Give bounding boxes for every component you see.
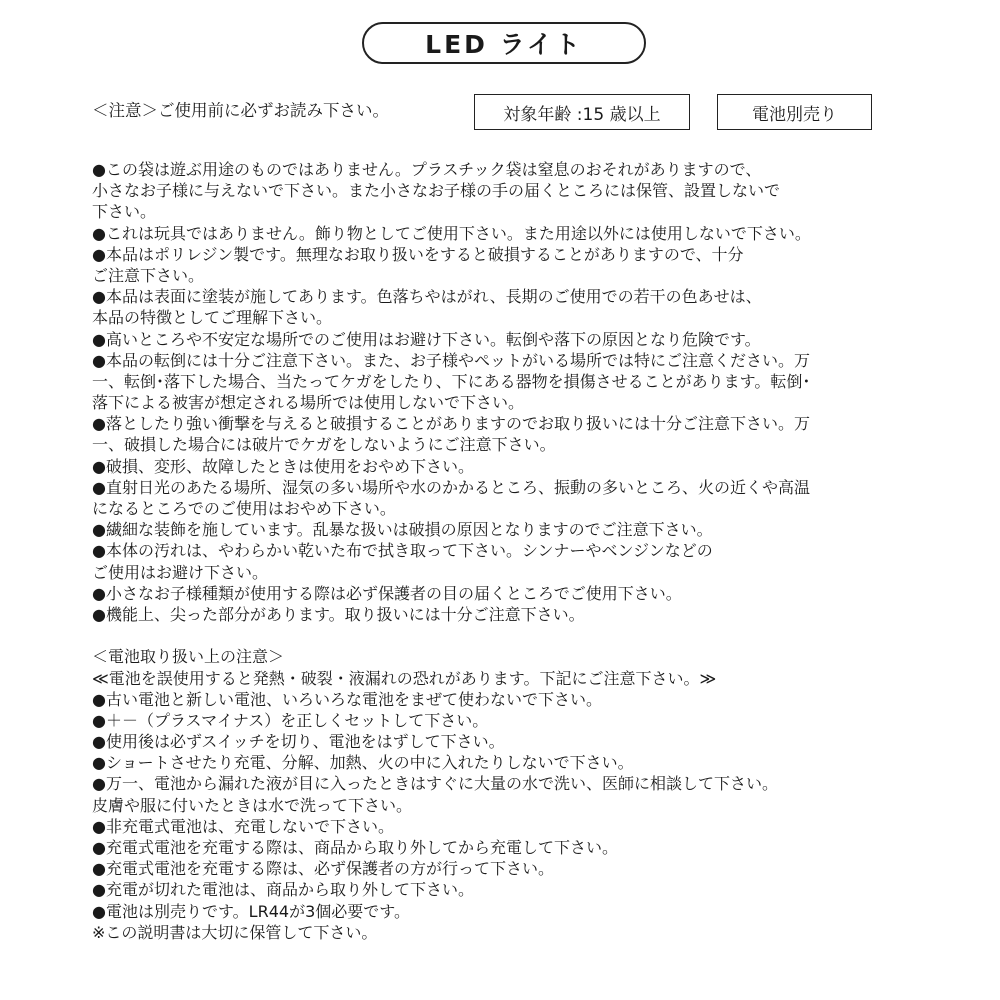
text-line: ●繊細な装飾を施しています。乱暴な扱いは破損の原因となりますのでご注意下さい。 (92, 520, 713, 540)
text-line: ●万一、電池から漏れた液が目に入ったときはすぐに大量の水で洗い、医師に相談して下さい。 (92, 774, 778, 794)
text-line: ●電池は別売りです。LR44が3個必要です。 (92, 901, 410, 921)
text-line: ●小さなお子様種類が使用する際は必ず保護者の目の届くところでご使用下さい。 (92, 583, 682, 603)
text-line: ●これは玩具ではありません。飾り物としてご使用下さい。また用途以外には使用しないで下さい。 (92, 223, 811, 243)
text-line: ●機能上、尖った部分があります。取り扱いには十分ご注意下さい。 (92, 604, 585, 624)
text-line: 本品の特徴としてご理解下さい。 (92, 308, 333, 328)
instruction-text (92, 159, 997, 943)
closing-note: ※この説明書は大切に保管して下さい。 (92, 922, 378, 942)
text-line: ●使用後は必ずスイッチを切り、電池をはずして下さい。 (92, 732, 505, 752)
text-line: ご使用はお避け下さい。 (92, 562, 269, 582)
text-line: ●古い電池と新しい電池、いろいろな電池をまぜて使わないで下さい。 (92, 689, 602, 709)
text-line: ●本品は表面に塗装が施してあります。色落ちやはがれ、長期のご使用での若干の色あせは、 (92, 287, 762, 307)
text-line: 下さい。 (92, 202, 157, 222)
battery-badge: 電池別売り (717, 94, 872, 130)
text-line: ●＋－（プラスマイナス）を正しくセットして下さい。 (92, 710, 489, 730)
text-line: ●高いところや不安定な場所でのご使用はお避け下さい。転倒や落下の原因となり危険です。 (92, 329, 761, 349)
text-line: ●充電式電池を充電する際は、商品から取り外してから充電して下さい。 (92, 838, 618, 857)
text-line: ●充電式電池を充電する際は、必ず保護者の方が行って下さい。 (92, 859, 554, 879)
text-line: 一、破損した場合には破片でケガをしないようにご注意下さい。 (92, 435, 556, 455)
text-line: ご注意下さい。 (92, 265, 205, 285)
age-badge: 対象年齢 :15 歳以上 (474, 94, 690, 130)
text-line: ●落としたり強い衝撃を与えると破損することがありますのでお取り扱いには十分ご注意下さい。万 (92, 414, 810, 434)
text-line: 小さなお子様に与えないで下さい。また小さなお子様の手の届くところには保管、設置しないで (92, 181, 781, 201)
text-line: ●本品の転倒には十分ご注意下さい。また、お子様やペットがいる場所では特にご注意ください。万 (92, 350, 810, 370)
text-line: 落下による被害が想定される場所では使用しないで下さい。 (92, 393, 525, 413)
text-line: ●ショートさせたり充電、分解、加熱、火の中に入れたりしないで下さい。 (92, 753, 634, 773)
text-line: ●非充電式電池は、充電しないで下さい。 (92, 816, 394, 836)
text-line: になるところでのご使用はおやめ下さい。 (92, 499, 396, 518)
text-line: ●この袋は遊ぶ用途のものではありません。プラスチック袋は窒息のおそれがありますので、 (92, 160, 762, 179)
text-line: ●本品はポリレジン製です。無理なお取り扱いをすると破損することがありますので、十分 (92, 244, 744, 264)
blank-line (92, 625, 997, 646)
caution-heading: ＜注意＞ご使用前に必ずお読み下さい。 (92, 101, 389, 120)
text-line: ●充電が切れた電池は、商品から取り外して下さい。 (92, 880, 474, 900)
text-line: 皮膚や服に付いたときは水で洗って下さい。 (92, 795, 413, 815)
text-line: ●破損、変形、故障したときは使用をおやめ下さい。 (92, 456, 474, 476)
text-line: ●直射日光のあたる場所、湿気の多い場所や水のかかるところ、振動の多いところ、火の近くや高温 (92, 477, 810, 497)
text-line: 一、転倒･落下した場合、当たってケガをしたり、下にある器物を損傷させることがあります。転倒･ (92, 371, 811, 391)
page-title: LED ライト (362, 22, 646, 64)
text-line: ●本体の汚れは、やわらかい乾いた布で拭き取って下さい。シンナーやベンジンなどの (92, 541, 713, 561)
battery-warning: ≪電池を誤使用すると発熱・破裂・液漏れの恐れがあります。下記にご注意下さい。≫ (92, 668, 717, 688)
battery-section-heading: ＜電池取り扱い上の注意＞ (92, 647, 285, 667)
